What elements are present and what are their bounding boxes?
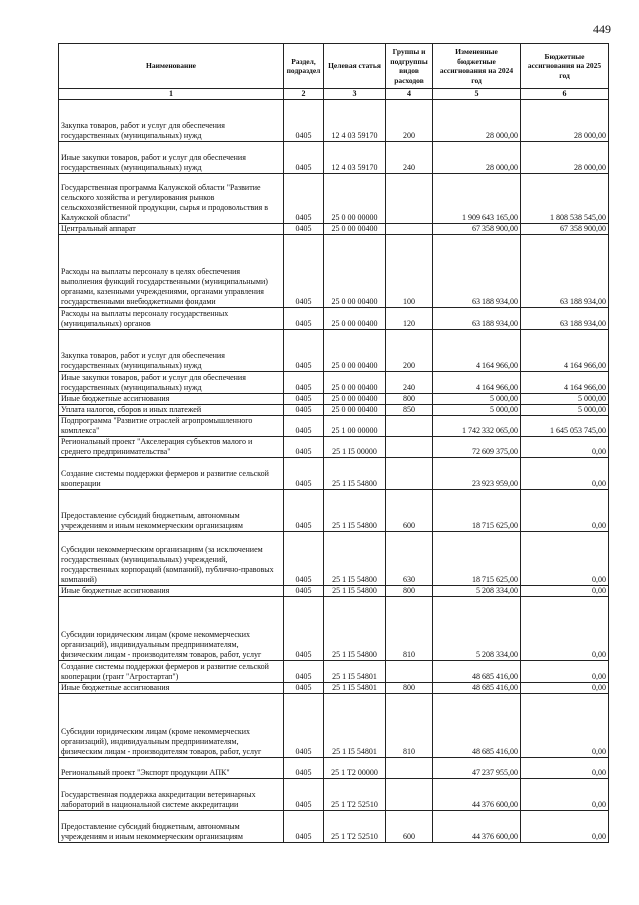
cell-name: Закупка товаров, работ и услуг для обеспечения государственных (муниципальных) нужд: [59, 330, 284, 372]
cell-2025: 0,00: [521, 811, 609, 843]
cell-name: Иные бюджетные ассигнования: [59, 394, 284, 405]
table-row: [59, 597, 609, 661]
table-row: [59, 586, 609, 597]
cell-target: 25 1 T2 52510: [324, 811, 386, 843]
cell-group: 200: [386, 100, 433, 142]
column-number: 2: [284, 89, 324, 100]
cell-2024: 1 742 332 065,00: [433, 416, 521, 437]
cell-section: 0405: [284, 142, 324, 174]
cell-section: 0405: [284, 224, 324, 235]
cell-name: Субсидии некоммерческим организациям (за исключением государственных (муниципальных) учреждений, государственных корпораций (компаний), публично-правовых компаний): [59, 532, 284, 586]
cell-2025: 0,00: [521, 758, 609, 779]
header-name: Наименование: [59, 44, 284, 89]
cell-2025: 63 188 934,00: [521, 235, 609, 308]
table-row: [59, 683, 609, 694]
table-row: [59, 142, 609, 174]
cell-2024: 5 208 334,00: [433, 586, 521, 597]
column-number: 1: [59, 89, 284, 100]
cell-target: 25 1 I5 54800: [324, 458, 386, 490]
column-number: 4: [386, 89, 433, 100]
cell-group: [386, 437, 433, 458]
cell-2025: 0,00: [521, 694, 609, 758]
cell-group: 200: [386, 330, 433, 372]
cell-2024: 5 208 334,00: [433, 597, 521, 661]
cell-target: 25 1 I5 54801: [324, 694, 386, 758]
cell-group: 600: [386, 811, 433, 843]
cell-group: 100: [386, 235, 433, 308]
cell-section: 0405: [284, 405, 324, 416]
cell-name: Расходы на выплаты персоналу государственных (муниципальных) органов: [59, 308, 284, 330]
cell-section: 0405: [284, 394, 324, 405]
cell-name: Иные бюджетные ассигнования: [59, 683, 284, 694]
cell-2024: 4 164 966,00: [433, 372, 521, 394]
cell-name: Центральный аппарат: [59, 224, 284, 235]
cell-2025: 5 000,00: [521, 405, 609, 416]
cell-2025: 1 645 053 745,00: [521, 416, 609, 437]
cell-2024: 48 685 416,00: [433, 683, 521, 694]
cell-group: 240: [386, 142, 433, 174]
cell-section: 0405: [284, 661, 324, 683]
cell-2024: 44 376 600,00: [433, 811, 521, 843]
cell-target: 25 1 I5 54801: [324, 661, 386, 683]
cell-target: 25 1 I5 00000: [324, 437, 386, 458]
cell-group: 120: [386, 308, 433, 330]
header-section: Раздел, подраздел: [284, 44, 324, 89]
cell-section: 0405: [284, 597, 324, 661]
cell-2025: 28 000,00: [521, 142, 609, 174]
table-row: [59, 490, 609, 532]
cell-2025: 4 164 966,00: [521, 372, 609, 394]
cell-2025: 0,00: [521, 490, 609, 532]
cell-2024: 72 609 375,00: [433, 437, 521, 458]
cell-name: Региональный проект "Акселерация субъектов малого и среднего предпринимательства": [59, 437, 284, 458]
cell-2024: 48 685 416,00: [433, 694, 521, 758]
cell-name: Субсидии юридическим лицам (кроме некоммерческих организаций), индивидуальным предпринимателям, физическим лицам - производителям товаров, работ, услуг: [59, 597, 284, 661]
cell-2024: 23 923 959,00: [433, 458, 521, 490]
header-target: Целевая статья: [324, 44, 386, 89]
cell-section: 0405: [284, 694, 324, 758]
cell-section: 0405: [284, 330, 324, 372]
cell-name: Подпрограмма "Развитие отраслей агропромышленного комплекса": [59, 416, 284, 437]
cell-section: 0405: [284, 683, 324, 694]
cell-section: 0405: [284, 811, 324, 843]
table-row: [59, 779, 609, 811]
table-row: [59, 308, 609, 330]
table-row: [59, 372, 609, 394]
cell-name: Региональный проект "Экспорт продукции АПК": [59, 758, 284, 779]
cell-group: 630: [386, 532, 433, 586]
cell-section: 0405: [284, 779, 324, 811]
cell-2025: 0,00: [521, 532, 609, 586]
cell-section: 0405: [284, 308, 324, 330]
table-row: [59, 174, 609, 224]
column-number: 6: [521, 89, 609, 100]
column-number: 5: [433, 89, 521, 100]
cell-name: Государственная поддержка аккредитации ветеринарных лабораторий в национальной системе аккредитации: [59, 779, 284, 811]
cell-2024: 63 188 934,00: [433, 308, 521, 330]
table-row: [59, 694, 609, 758]
table-row: [59, 416, 609, 437]
cell-2025: 4 164 966,00: [521, 330, 609, 372]
cell-2024: 28 000,00: [433, 100, 521, 142]
cell-2024: 18 715 625,00: [433, 532, 521, 586]
cell-name: Создание системы поддержки фермеров и развитие сельской кооперации (грант "Агростартап"): [59, 661, 284, 683]
cell-name: Иные закупки товаров, работ и услуг для обеспечения государственных (муниципальных) нужд: [59, 372, 284, 394]
cell-target: 12 4 03 59170: [324, 142, 386, 174]
table-row: [59, 458, 609, 490]
cell-section: 0405: [284, 532, 324, 586]
cell-2024: 4 164 966,00: [433, 330, 521, 372]
cell-group: [386, 224, 433, 235]
cell-group: [386, 174, 433, 224]
cell-target: 25 1 I5 54800: [324, 586, 386, 597]
cell-2024: 48 685 416,00: [433, 661, 521, 683]
cell-group: [386, 779, 433, 811]
table-row: [59, 437, 609, 458]
cell-section: 0405: [284, 416, 324, 437]
cell-group: [386, 758, 433, 779]
cell-2024: 28 000,00: [433, 142, 521, 174]
cell-group: 850: [386, 405, 433, 416]
table-row: [59, 235, 609, 308]
cell-name: Субсидии юридическим лицам (кроме некоммерческих организаций), индивидуальным предпринимателям, физическим лицам - производителям товаров, работ, услуг: [59, 694, 284, 758]
cell-target: 25 1 T2 00000: [324, 758, 386, 779]
cell-section: 0405: [284, 372, 324, 394]
page-number: 449: [593, 22, 611, 36]
cell-target: 25 0 00 00400: [324, 308, 386, 330]
cell-2025: 5 000,00: [521, 394, 609, 405]
cell-name: Предоставление субсидий бюджетным, автономным учреждениям и иным некоммерческим организациям: [59, 811, 284, 843]
cell-group: 600: [386, 490, 433, 532]
table-row: [59, 394, 609, 405]
cell-target: 25 0 00 00400: [324, 224, 386, 235]
cell-2024: 5 000,00: [433, 394, 521, 405]
cell-2025: 28 000,00: [521, 100, 609, 142]
cell-target: 25 1 T2 52510: [324, 779, 386, 811]
cell-2024: 18 715 625,00: [433, 490, 521, 532]
table-body: [59, 100, 609, 843]
cell-2025: 0,00: [521, 458, 609, 490]
cell-target: 25 0 00 00400: [324, 372, 386, 394]
cell-2025: 0,00: [521, 779, 609, 811]
header-group: Группы и подгруппы видов расходов: [386, 44, 433, 89]
cell-name: Создание системы поддержки фермеров и развитие сельской кооперации: [59, 458, 284, 490]
cell-2025: 0,00: [521, 683, 609, 694]
cell-name: Государственная программа Калужской области "Развитие сельского хозяйства и регулирования рынков сельскохозяйственной продукции, сырья и продовольствия в Калужской области": [59, 174, 284, 224]
cell-2024: 1 909 643 165,00: [433, 174, 521, 224]
budget-table: [58, 43, 609, 843]
cell-target: 25 0 00 00400: [324, 235, 386, 308]
column-number-row: [59, 89, 609, 100]
cell-group: [386, 416, 433, 437]
cell-group: 800: [386, 586, 433, 597]
cell-group: 240: [386, 372, 433, 394]
cell-target: 25 1 00 00000: [324, 416, 386, 437]
cell-2025: 67 358 900,00: [521, 224, 609, 235]
cell-target: 12 4 03 59170: [324, 100, 386, 142]
cell-section: 0405: [284, 490, 324, 532]
cell-section: 0405: [284, 235, 324, 308]
table-row: [59, 100, 609, 142]
cell-2025: 63 188 934,00: [521, 308, 609, 330]
cell-2024: 63 188 934,00: [433, 235, 521, 308]
cell-group: 800: [386, 683, 433, 694]
cell-name: Расходы на выплаты персоналу в целях обеспечения выполнения функций государственными (муниципальными) органами, казенными учреждениями, органами управления государственными внебюджетными фондами: [59, 235, 284, 308]
table-row: [59, 405, 609, 416]
cell-2024: 47 237 955,00: [433, 758, 521, 779]
cell-2025: 0,00: [521, 661, 609, 683]
table-row: [59, 811, 609, 843]
cell-target: 25 0 00 00000: [324, 174, 386, 224]
cell-section: 0405: [284, 174, 324, 224]
cell-target: 25 0 00 00400: [324, 394, 386, 405]
cell-name: Предоставление субсидий бюджетным, автономным учреждениям и иным некоммерческим организациям: [59, 490, 284, 532]
table-row: [59, 224, 609, 235]
cell-name: Уплата налогов, сборов и иных платежей: [59, 405, 284, 416]
cell-target: 25 1 I5 54800: [324, 490, 386, 532]
cell-group: [386, 661, 433, 683]
cell-target: 25 0 00 00400: [324, 405, 386, 416]
cell-section: 0405: [284, 458, 324, 490]
cell-2025: 0,00: [521, 586, 609, 597]
cell-2024: 67 358 900,00: [433, 224, 521, 235]
cell-name: Иные бюджетные ассигнования: [59, 586, 284, 597]
cell-group: 810: [386, 694, 433, 758]
cell-group: 800: [386, 394, 433, 405]
header-2024: Измененные бюджетные ассигнования на 2024 год: [433, 44, 521, 89]
cell-target: 25 1 I5 54801: [324, 683, 386, 694]
cell-2025: 1 808 538 545,00: [521, 174, 609, 224]
cell-target: 25 1 I5 54800: [324, 532, 386, 586]
table-row: [59, 661, 609, 683]
cell-target: 25 1 I5 54800: [324, 597, 386, 661]
header-2025: Бюджетные ассигнования на 2025 год: [521, 44, 609, 89]
cell-name: Закупка товаров, работ и услуг для обеспечения государственных (муниципальных) нужд: [59, 100, 284, 142]
cell-group: 810: [386, 597, 433, 661]
table-row: [59, 532, 609, 586]
column-number: 3: [324, 89, 386, 100]
cell-target: 25 0 00 00400: [324, 330, 386, 372]
cell-2025: 0,00: [521, 597, 609, 661]
table-row: [59, 758, 609, 779]
cell-2024: 5 000,00: [433, 405, 521, 416]
cell-section: 0405: [284, 758, 324, 779]
cell-2025: 0,00: [521, 437, 609, 458]
cell-section: 0405: [284, 100, 324, 142]
cell-section: 0405: [284, 437, 324, 458]
cell-name: Иные закупки товаров, работ и услуг для обеспечения государственных (муниципальных) нужд: [59, 142, 284, 174]
header-row: [59, 44, 609, 89]
cell-section: 0405: [284, 586, 324, 597]
table-row: [59, 330, 609, 372]
cell-2024: 44 376 600,00: [433, 779, 521, 811]
cell-group: [386, 458, 433, 490]
